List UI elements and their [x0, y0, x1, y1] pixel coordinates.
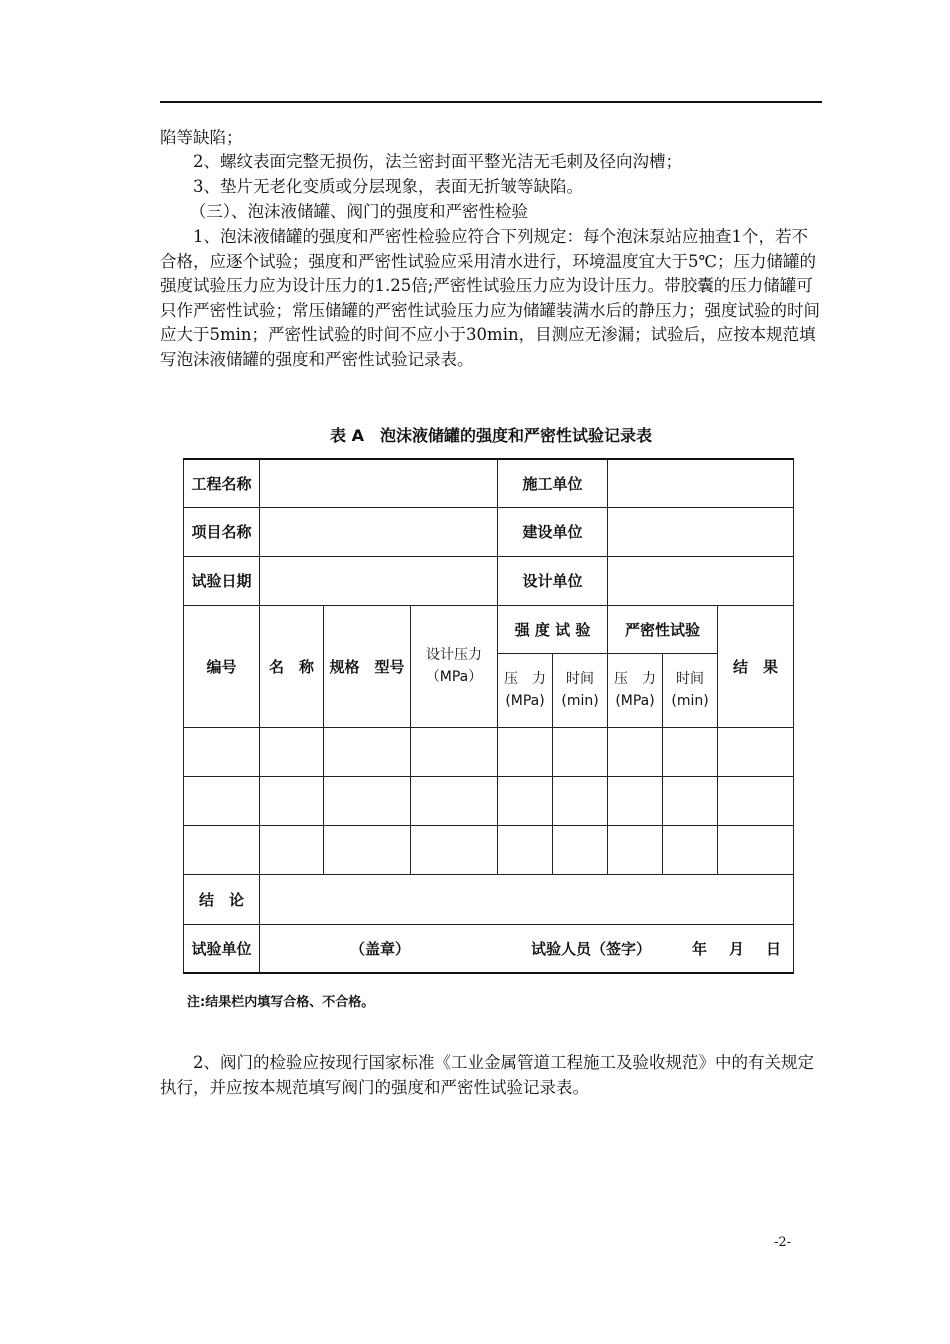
owner-unit-label: 建设单位	[498, 507, 608, 556]
strength-pressure-label: 压 力	[504, 671, 547, 687]
table-row	[184, 825, 794, 874]
paragraph-valve-test: 2、阀门的检验应按现行国家标准《工业金属管道工程施工及验收规范》中的有关规定执行，并应按本规范填写阀门的强度和严密性试验记录表。	[160, 1053, 814, 1097]
owner-unit-value	[608, 507, 794, 556]
table-note: 注:结果栏内填写合格、不合格。	[187, 995, 375, 1010]
test-unit-label: 试验单位	[184, 924, 260, 973]
conclusion-value	[260, 874, 794, 924]
item-name-value	[260, 507, 498, 556]
test-record-table	[183, 458, 794, 974]
strength-time-label: 时间	[566, 671, 595, 687]
test-date-label: 试验日期	[184, 556, 260, 605]
tightness-pressure-label: 压 力	[614, 671, 657, 687]
seal-label: （盖章）	[350, 939, 411, 958]
item-name-label: 项目名称	[184, 507, 260, 556]
tightness-time-label: 时间	[676, 671, 705, 687]
day-label: 日	[766, 939, 782, 958]
project-name-label: 工程名称	[184, 459, 260, 507]
tightness-time-unit: (min)	[671, 693, 709, 709]
table-row	[184, 727, 794, 776]
year-label: 年	[692, 939, 708, 958]
construction-unit-label: 施工单位	[498, 459, 608, 507]
month-label: 月	[729, 939, 745, 958]
strength-time-header	[553, 653, 608, 727]
design-unit-label: 设计单位	[498, 556, 608, 605]
test-date-value	[260, 556, 498, 605]
strength-pressure-header	[498, 653, 553, 727]
table-title: 表 A 泡沫液储罐的强度和严密性试验记录表	[330, 426, 652, 445]
paragraph-item-3: 3、垫片无老化变质或分层现象，表面无折皱等缺陷。	[193, 177, 583, 196]
design-pressure-label: 设计压力	[426, 647, 482, 663]
col-header-tightness: 严密性试验	[608, 605, 718, 653]
project-name-value	[260, 459, 498, 507]
tester-label: 试验人员（签字）	[531, 939, 652, 958]
col-header-no: 编号	[184, 605, 260, 727]
col-header-design-pressure	[411, 605, 498, 727]
strength-pressure-unit: (MPa)	[505, 693, 545, 709]
tightness-pressure-unit: (MPa)	[615, 693, 655, 709]
tightness-pressure-header	[608, 653, 663, 727]
tightness-time-header	[663, 653, 718, 727]
paragraph-item-2: 2、螺纹表面完整无损伤，法兰密封面平整光洁无毛刺及径向沟槽；	[193, 152, 682, 171]
page-number: -2-	[774, 1235, 792, 1250]
signature-row	[260, 924, 794, 973]
col-header-name: 名 称	[260, 605, 324, 727]
col-header-strength: 强 度 试 验	[498, 605, 608, 653]
paragraph-tank-test: 1、泡沫液储罐的强度和严密性检验应符合下列规定：每个泡沫泵站应抽查1个，若不合格，应逐个试验；强度和严密性试验应采用清水进行，环境温度宜大于5℃；压力储罐的强度试验压力应为设计压力的1.25倍;严密性试验压力应为设计压力。带胶囊的压力储罐可只作严密性试验；常压储罐的严密性试验压力应为储罐装满水后的静压力；强度试验的时间应大于5min；严密性试验的时间不应小于30min，目测应无渗漏；试验后，应按本规范填写泡沫液储罐的强度和严密性试验记录表。	[160, 227, 820, 369]
table-row	[184, 776, 794, 825]
date-labels	[692, 938, 781, 959]
construction-unit-value	[608, 459, 794, 507]
section-heading: （三）、泡沫液储罐、阀门的强度和严密性检验	[189, 202, 528, 221]
header-rule	[160, 101, 822, 103]
conclusion-label: 结 论	[184, 874, 260, 924]
design-pressure-unit: （MPa）	[425, 669, 483, 685]
strength-time-unit: (min)	[561, 693, 599, 709]
paragraph-continuation: 陷等缺陷；	[160, 128, 243, 147]
col-header-result: 结 果	[718, 605, 794, 727]
col-header-spec: 规格 型号	[324, 605, 411, 727]
design-unit-value	[608, 556, 794, 605]
